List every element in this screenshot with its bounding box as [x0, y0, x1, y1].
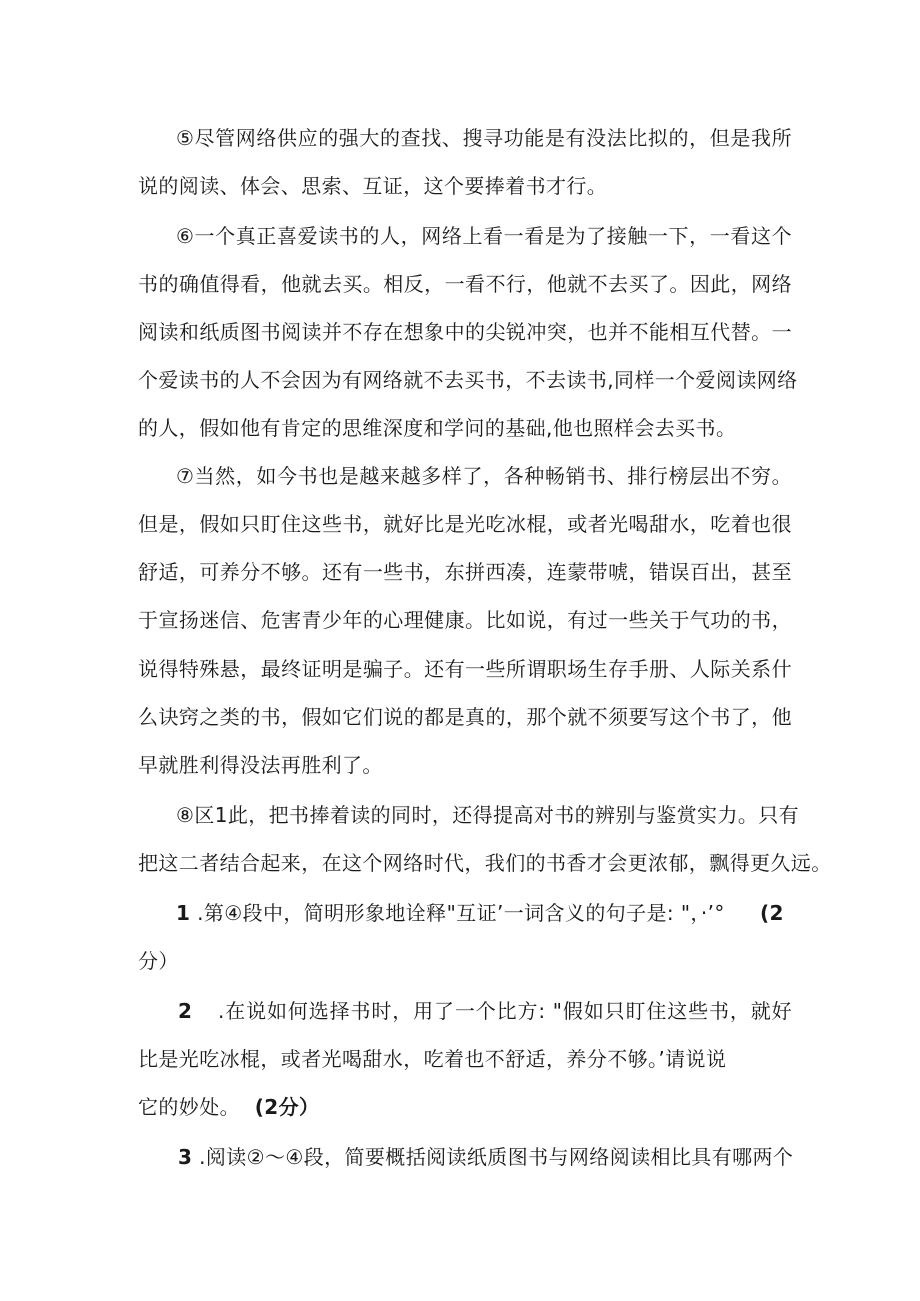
question-1-line-2: 分） — [138, 949, 179, 973]
question-2-line-1: .在说如何选择书时，用了一个比方: "假如只盯住这些书，就好 — [218, 999, 792, 1023]
paragraph-6-line-2: 书的确值得看，他就去买。相反，一看不行，他就不去买了。因此，网络 — [138, 272, 792, 296]
paragraph-8-line-1: ⑧区1此，把书捧着读的同时，还得提高对书的辨别与鉴赏实力。只有 — [176, 803, 800, 827]
paragraph-7-line-4: 于宣扬迷信、危害青少年的心理健康。比如说，有过一些关于气功的书， — [138, 608, 792, 632]
paragraph-6-line-5: 的人，假如他有肯定的思维深度和学问的基础,他也照样会去买书。 — [138, 416, 737, 440]
question-2-number: 2 — [178, 999, 193, 1023]
paragraph-6-line-1: ⑥一个真正喜爱读书的人，网络上看一看是为了接触一下，一看这个 — [176, 224, 792, 248]
question-3-text: .阅读②～④段，简要概括阅读纸质图书与网络阅读相比具有哪两个 — [192, 1145, 794, 1169]
paragraph-7-line-7: 早就胜利得没法再胜利了。 — [138, 753, 383, 777]
paragraph-7-line-5: 说得特殊悬，最终证明是骗子。还有一些所谓职场生存手册、人际关系什 — [138, 657, 792, 681]
paragraph-7-line-6: 么诀窍之类的书，假如它们说的都是真的，那个就不须要写这个书了，他 — [138, 705, 792, 729]
paragraph-6-line-4: 个爱读书的人不会因为有网络就不去买书，不去读书,同样一个爱阅读网络 — [138, 368, 798, 392]
question-3-number: 3 — [178, 1145, 193, 1169]
question-3-line-1 — [178, 1143, 794, 1171]
question-1-points: (2 — [760, 901, 784, 925]
paragraph-6-line-3: 阅读和纸质图书阅读并不存在想象中的尖锐冲突，也并不能相互代替。一 — [138, 320, 792, 344]
paragraph-7-line-2: 但是，假如只盯住这些书，就好比是光吃冰棍，或者光喝甜水，吃着也很 — [138, 512, 792, 536]
paragraph-5-line-2: 说的阅读、体会、思索、互证，这个要捧着书才行。 — [138, 174, 608, 198]
question-1-number: 1 — [176, 901, 191, 925]
paragraph-8-line-2: 把这二者结合起来，在这个网络时代，我们的书香才会更浓郁，飘得更久远。 — [138, 851, 832, 875]
paragraph-7-line-1: ⑦当然，如今书也是越来越多样了，各种畅销书、排行榜层出不穷。 — [176, 464, 792, 488]
question-2-text-end: 它的妙处。 — [138, 1095, 240, 1119]
question-2-line-3 — [138, 1093, 792, 1121]
question-1-text: .第④段中，简明形象地诠释"互证’一词含义的句子是: "，·’° — [190, 901, 725, 925]
question-2-line-2: 比是光吃冰棍，或者光喝甜水，吃着也不舒适，养分不够。’请说说 — [138, 1047, 727, 1071]
question-2-points: (2分） — [254, 1095, 320, 1119]
question-1-line-1 — [176, 899, 792, 927]
paragraph-5-line-1: ⑤尽管网络供应的强大的查找、搜寻功能是有没法比拟的，但是我所 — [176, 126, 792, 150]
paragraph-7-line-3: 舒适，可养分不够。还有一些书，东拼西凑，连蒙带唬，错误百出，甚至 — [138, 560, 792, 584]
